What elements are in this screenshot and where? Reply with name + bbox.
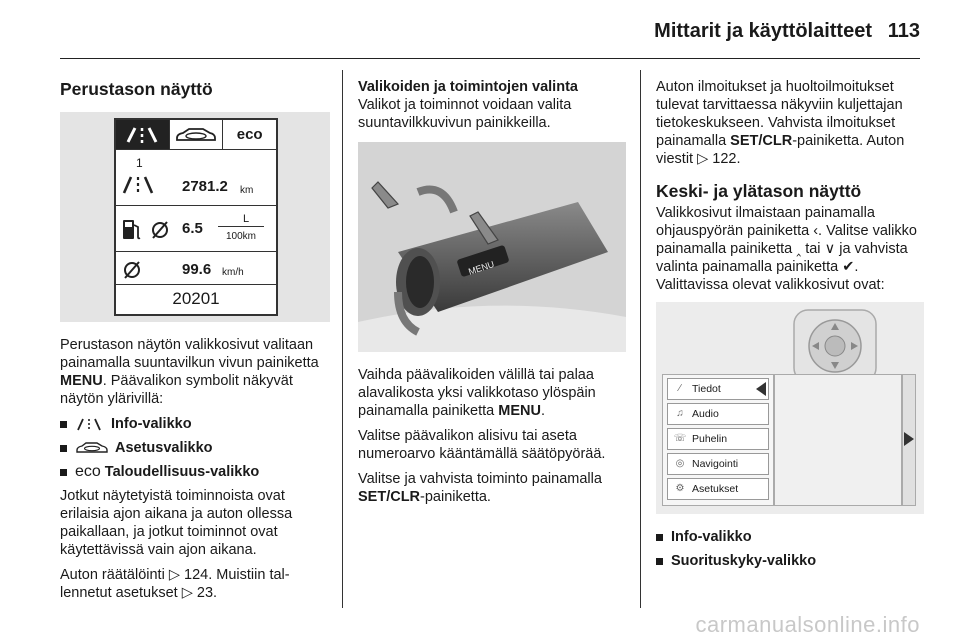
text: Auton ilmoitukset ja huoltoilmoitukset tulevat tarvittaessa näkyviin kuljettajan tietokeskukseen. Vahvista ilmoitukset painamalla [656,79,903,149]
chevron-left-icon: ‹ [813,223,819,239]
odometer: 20201 [172,289,220,308]
bullet [656,534,663,541]
average-icon [150,220,170,240]
menu-item-label: Asetukset [692,483,739,495]
turn-signal-lever-figure [358,142,626,352]
paragraph [60,566,328,602]
phone-icon: ☏ [673,433,687,444]
arrow-right-icon [904,432,914,446]
car-icon [174,126,218,144]
paragraph [60,336,328,408]
text: Valikkosivut ilmaistaan painamalla ohjauspyörän painiketta [656,205,875,239]
column-divider [640,70,641,608]
menu-item-navigointi[interactable] [667,453,769,475]
text: . Valitse valikko painamalla painiketta [656,223,917,257]
chevron-up-icon: ‸ [796,241,802,257]
subsection-heading: Valikoiden ja toimintojen valinta [358,79,578,95]
paragraph: Valikot ja toiminnot voidaan valita suuntavilkkuvivun painikkeilla. [358,97,572,131]
bullet [656,558,663,565]
list-item-label: Taloudellisuus-valikko [104,464,260,480]
lever-illustration [358,142,626,352]
button-label-text: SET/CLR [358,489,421,505]
text: Perustason näytön valikkosivut valitaan painamalla suuntavilkun vivun painiketta [60,337,319,371]
text: 124. Muistiin tallennetut asetukset [60,567,290,601]
menu-item-label: Navigointi [692,458,739,470]
list-item-label: Info-valikko [671,529,752,545]
music-note-icon: ♫ [676,408,684,419]
text: Vaihda päävalikoiden välillä tai palaa alavalikosta yksi valikkotaso ylöspäin painamalla painiketta [358,367,596,419]
trip-icon [122,125,162,145]
speed-unit: km/h [222,267,244,278]
fraction-bar [218,226,264,227]
speed-value: 99.6 [182,261,212,278]
display-screen [114,118,278,316]
odometer-divider [116,284,276,285]
button-label-text: MENU [498,403,541,419]
speed-row [116,252,276,284]
menu-item-label: Audio [692,408,719,420]
column-3 [656,78,924,576]
paragraph: Valitse päävalikon alisivu tai aseta numeroarvo kääntämällä säätöpyörää. [358,428,606,462]
average-icon [122,260,142,280]
bullet [60,469,67,476]
car-icon [75,441,109,455]
navigation-icon: ◎ [675,458,685,469]
trip-icon: ∕ [679,383,681,394]
paragraph [656,78,924,168]
text: ja vahvista valinta painamalla painiketta [656,241,908,275]
menu-button-label: MENU [467,259,496,277]
button-label-text: MENU [60,373,103,389]
fuel-pump-icon [122,217,142,241]
chevron-down-icon: ∨ [824,241,836,257]
trip-value: 2781.2 [182,178,228,195]
list-item [656,552,924,570]
trip-icon [75,417,105,431]
consumption-row [116,206,276,252]
list-item-label: Asetusvalikko [115,440,213,456]
text: tai [801,241,825,257]
text: . Päävalikon symbolit näkyvät näytön ylärivillä: [60,373,293,407]
checkmark-icon: ✔ [842,259,855,275]
button-label-text: SET/CLR [730,133,793,149]
menu-item-label: Tiedot [692,383,721,395]
page-reference-icon: ▷ [697,151,709,167]
watermark: carmanualsonline.info [695,612,920,637]
info-menu-tab [116,120,170,149]
paragraph: Jotkut näytetyistä toiminnoista ovat erilaisia ajon aikana ja auton ollessa paikallaan, ja jotkut toiminnot ovat käytettävissä vain ajon aikana. [60,488,293,558]
eco-icon: eco [75,463,101,480]
consumption-unit-top: L [242,213,250,225]
paragraph [358,366,626,420]
menu-item-tiedot[interactable] [667,378,769,400]
trip-index: 1 [136,156,143,170]
eco-menu-tab: eco [236,125,263,143]
running-header-title: Mittarit ja käyttölaitteet [654,20,872,42]
driver-info-display-figure [656,302,924,514]
list-item [60,463,328,481]
menu-item-audio[interactable] [667,403,769,425]
consumption-unit-bottom: 100km [225,231,256,242]
list-item-label: Suorituskyky-valikko [671,553,817,569]
page-reference-icon: ▷ [181,585,193,601]
menu-item-asetukset[interactable] [667,478,769,500]
text: -painiketta. [420,489,491,505]
section-heading: Perustason näyttö [60,79,213,99]
trip-icon [120,172,156,196]
trip-row [116,150,276,206]
text: . [540,403,545,419]
consumption-value: 6.5 [182,220,203,237]
list-item-label: Info-valikko [111,416,192,432]
column-2 [358,78,626,513]
arrow-left-icon [756,382,766,396]
display-top-row [116,120,276,150]
paragraph [358,470,626,506]
menu-item-puhelin[interactable] [667,428,769,450]
text: Valitse ja vahvista toiminto painamalla [358,471,602,487]
trip-unit: km [240,185,254,196]
text: . Valittavissa olevat valikkosivut ovat: [656,259,885,293]
list-item [60,439,328,457]
column-divider [342,70,343,608]
display-content-area [774,374,902,506]
section-heading: Keski- ja ylätason näyttö [656,181,862,201]
instrument-display-figure [60,112,330,322]
settings-icon: ⚙ [675,483,685,494]
bullet [60,445,67,452]
menu-item-label: Puhelin [692,433,728,445]
paragraph [656,204,924,294]
page-number: 113 [887,20,920,42]
text: 23. [196,585,218,601]
list-item [656,528,924,546]
column-1 [60,78,328,609]
text: Auton räätälöinti [60,567,169,583]
settings-menu-tab [170,120,224,149]
text: 122. [712,151,741,167]
list-item [60,415,328,433]
bullet [60,421,67,428]
header-divider [60,58,920,59]
text: -painiketta. Auton viestit [656,133,905,167]
page-reference-icon: ▷ [168,567,180,583]
